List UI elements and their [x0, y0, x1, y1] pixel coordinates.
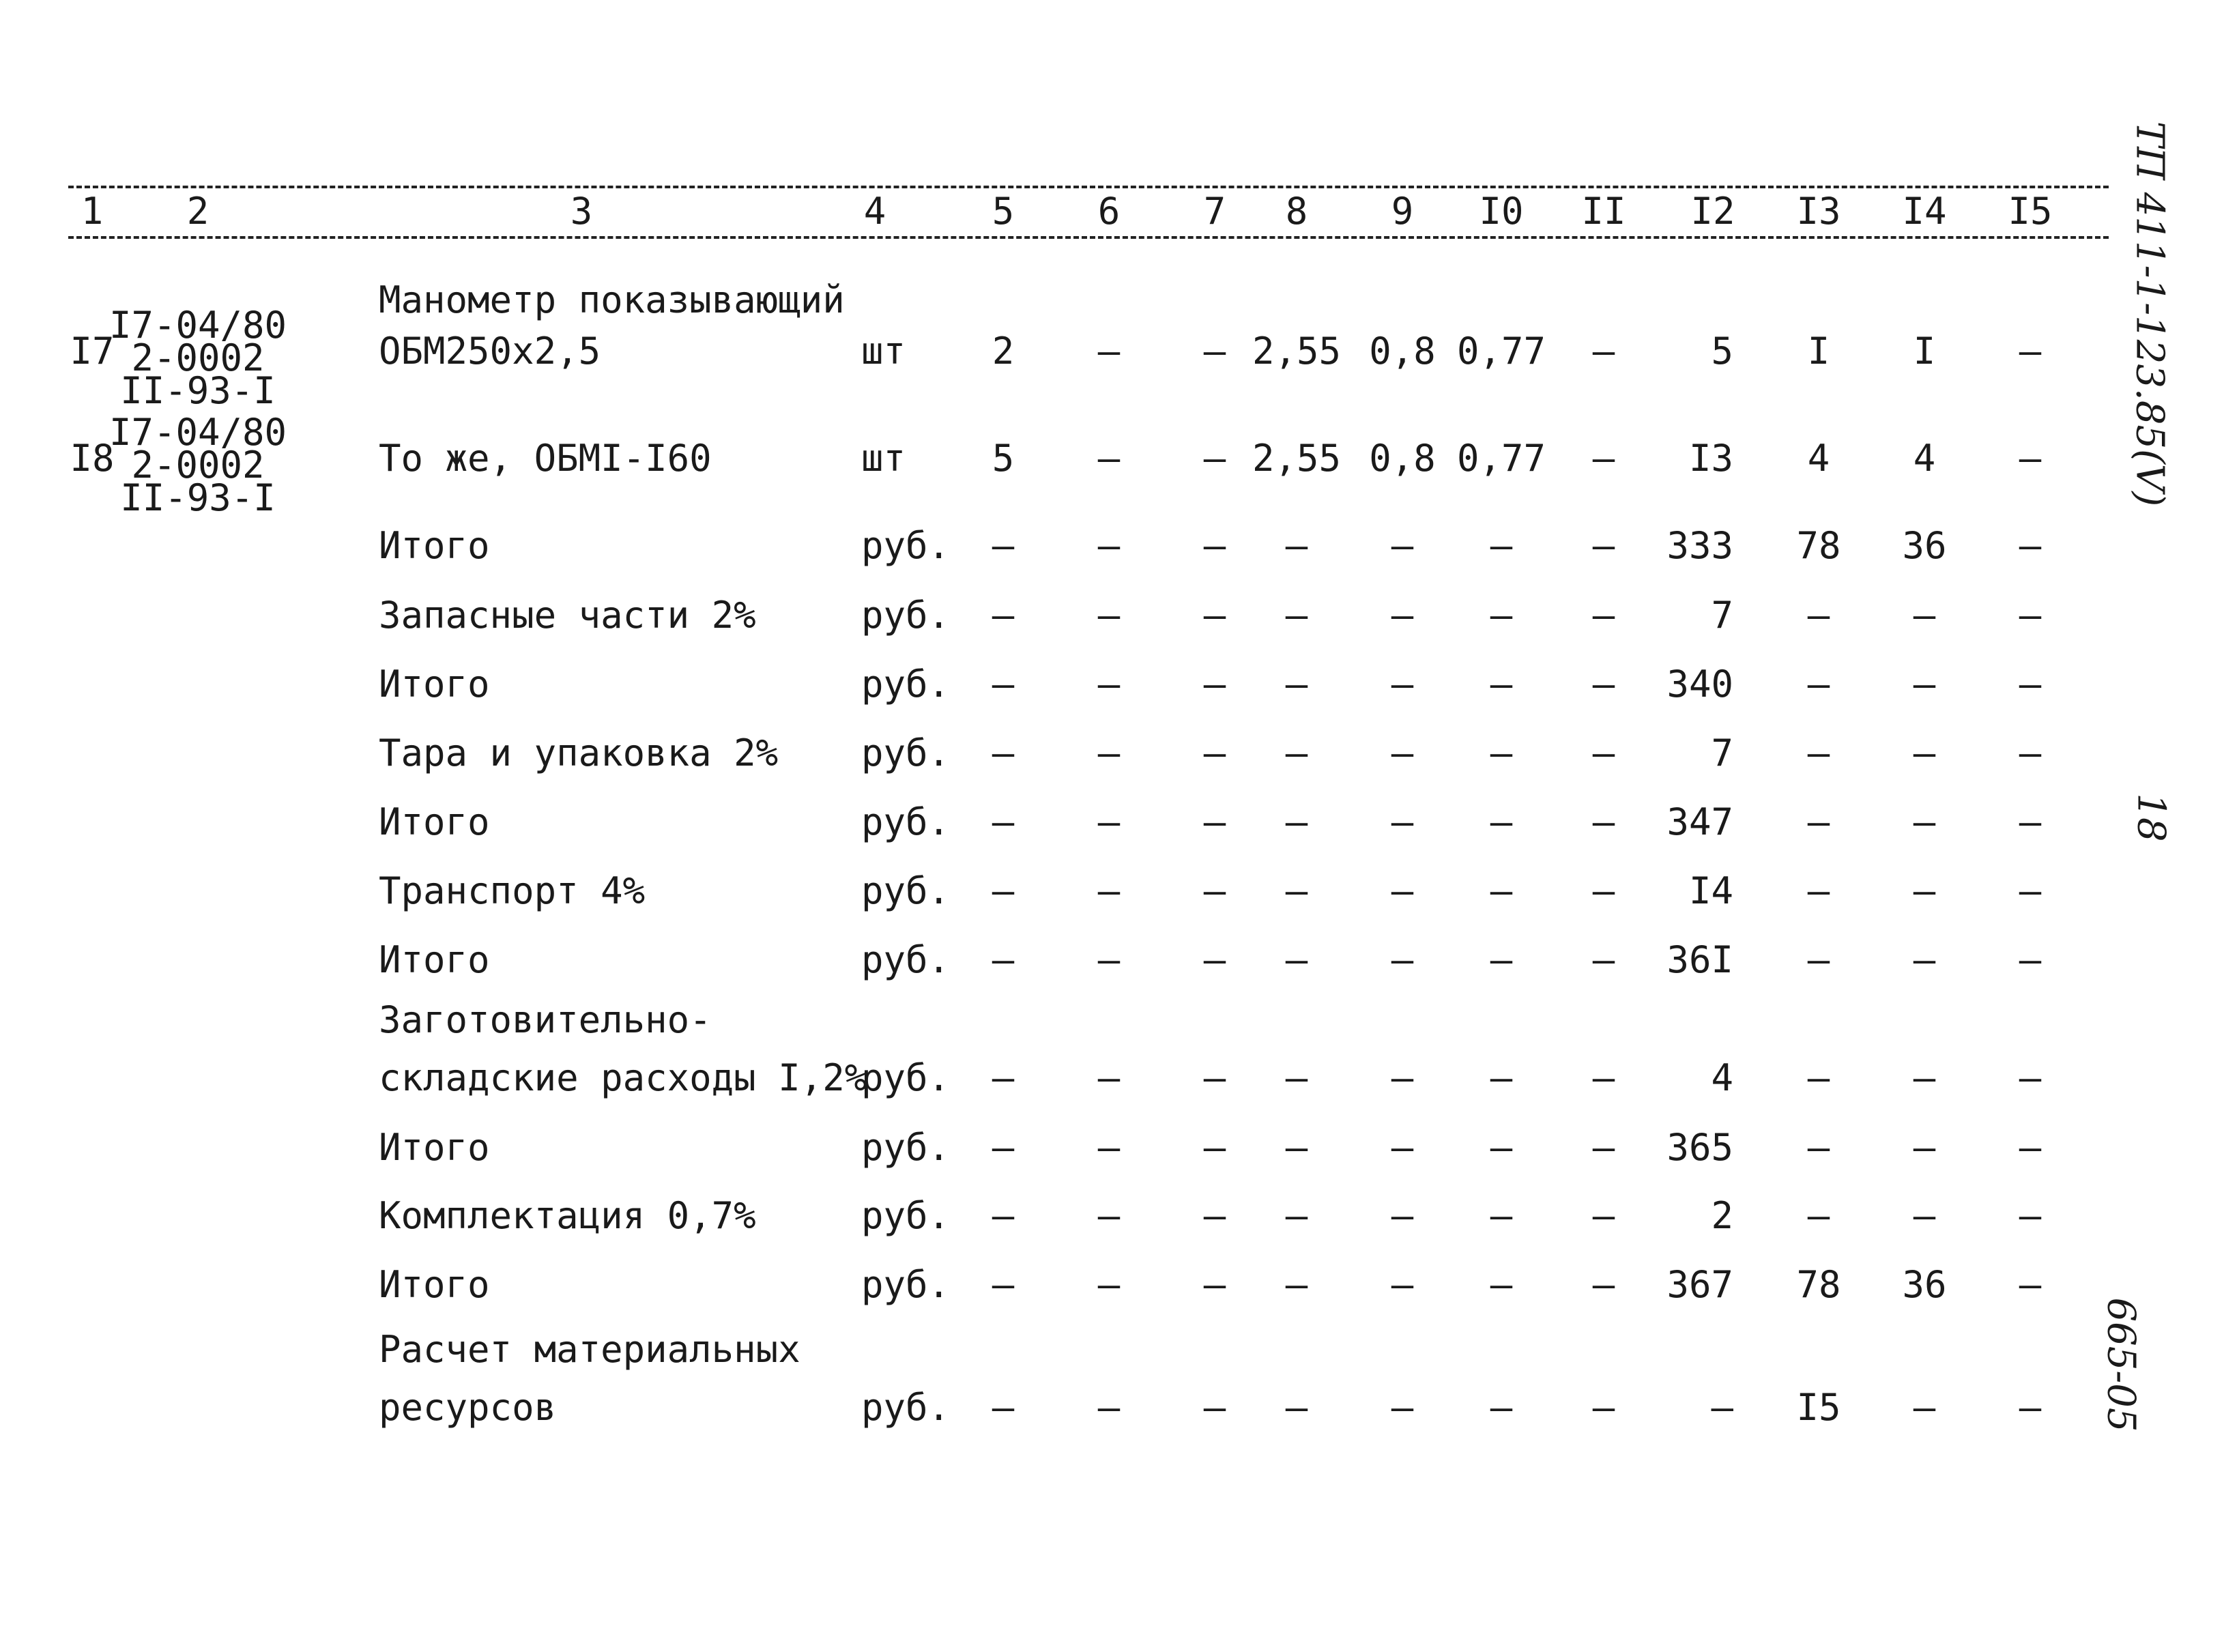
- row-4-col-8: –: [1285, 594, 1308, 637]
- row-13-name: Итого: [379, 1263, 490, 1306]
- row-13-col-14: 36: [1902, 1263, 1947, 1306]
- row-8-col-9: –: [1391, 869, 1414, 912]
- row-14-col-6: –: [1097, 1386, 1121, 1429]
- row-10-col-4: руб.: [861, 1056, 951, 1099]
- header-col-1: 1: [81, 190, 104, 233]
- row-3-col-6: –: [1097, 524, 1121, 567]
- row-8-col-5: –: [992, 869, 1015, 912]
- row-10-col-11: –: [1592, 1056, 1615, 1099]
- header-top-rule: [68, 186, 2109, 188]
- row-8-col-10: –: [1490, 869, 1513, 912]
- row-13-col-5: –: [992, 1263, 1015, 1306]
- row-12-col-11: –: [1592, 1194, 1615, 1237]
- row-11-col-15: –: [2019, 1126, 2042, 1169]
- row-4-col-10: –: [1490, 594, 1513, 637]
- row-9-col-10: –: [1490, 938, 1513, 981]
- row-5-col-4: руб.: [861, 663, 951, 706]
- row-14-col-12: –: [1711, 1386, 1733, 1429]
- row-3-col-15: –: [2019, 524, 2042, 567]
- sheet-code: 665-05: [2098, 1297, 2143, 1432]
- row-4-col-12: 7: [1711, 594, 1733, 637]
- row-7-col-7: –: [1203, 800, 1226, 843]
- row-1-col-5: 2: [992, 330, 1015, 373]
- row-6-col-7: –: [1203, 731, 1226, 774]
- row-6-col-8: –: [1285, 731, 1308, 774]
- row-8-col-11: –: [1592, 869, 1615, 912]
- row-12-col-5: –: [992, 1194, 1015, 1237]
- row-7-col-15: –: [2019, 800, 2042, 843]
- row-9-col-11: –: [1592, 938, 1615, 981]
- row-12-col-12: 2: [1711, 1194, 1733, 1237]
- row-6-col-10: –: [1490, 731, 1513, 774]
- row-13-col-12: 367: [1666, 1263, 1733, 1306]
- row-6-col-11: –: [1592, 731, 1615, 774]
- row-3-col-11: –: [1592, 524, 1615, 567]
- row-13-col-13: 78: [1796, 1263, 1841, 1306]
- row-2-col-8: 2,55: [1252, 437, 1342, 480]
- row-11-col-12: 365: [1666, 1126, 1733, 1169]
- row-5-col-7: –: [1203, 663, 1226, 706]
- row-12-col-13: –: [1807, 1194, 1830, 1237]
- row-11-col-14: –: [1913, 1126, 1936, 1169]
- row-2-col-1: I8: [70, 437, 115, 480]
- header-bottom-rule: [68, 236, 2109, 239]
- row-10-col-5: –: [992, 1056, 1015, 1099]
- row-2-col-14: 4: [1913, 437, 1936, 480]
- row-3-col-13: 78: [1796, 524, 1841, 567]
- header-col-6: 6: [1097, 190, 1121, 233]
- row-3-col-8: –: [1285, 524, 1308, 567]
- row-7-name: Итого: [379, 800, 490, 843]
- row-7-col-11: –: [1592, 800, 1615, 843]
- row-3-name: Итого: [379, 524, 490, 567]
- row-9-col-14: –: [1913, 938, 1936, 981]
- row-7-col-13: –: [1807, 800, 1830, 843]
- row-7-col-5: –: [992, 800, 1015, 843]
- row-3-col-14: 36: [1902, 524, 1947, 567]
- row-12-col-6: –: [1097, 1194, 1121, 1237]
- row-11-col-4: руб.: [861, 1126, 951, 1169]
- row-7-col-4: руб.: [861, 800, 951, 843]
- row-6-name: Тара и упаковка 2%: [379, 731, 779, 774]
- row-1-col-13: I: [1807, 330, 1830, 373]
- row-14-col-5: –: [992, 1386, 1015, 1429]
- row-1-col-14: I: [1913, 330, 1936, 373]
- row-11-col-6: –: [1097, 1126, 1121, 1169]
- row-4-col-6: –: [1097, 594, 1121, 637]
- row-1-name-cont: ОБМ250х2,5: [379, 330, 601, 373]
- row-1-col-11: –: [1592, 330, 1615, 373]
- row-13-col-10: –: [1490, 1263, 1513, 1306]
- row-10-col-10: –: [1490, 1056, 1513, 1099]
- row-8-col-14: –: [1913, 869, 1936, 912]
- row-13-col-7: –: [1203, 1263, 1226, 1306]
- row-5-col-15: –: [2019, 663, 2042, 706]
- row-12-col-7: –: [1203, 1194, 1226, 1237]
- row-3-col-5: –: [992, 524, 1015, 567]
- row-11-col-8: –: [1285, 1126, 1308, 1169]
- row-9-col-9: –: [1391, 938, 1414, 981]
- row-9-col-8: –: [1285, 938, 1308, 981]
- row-7-col-9: –: [1391, 800, 1414, 843]
- header-col-8: 8: [1285, 190, 1308, 233]
- row-14-col-13: I5: [1796, 1386, 1841, 1429]
- row-1-col-6: –: [1097, 330, 1121, 373]
- header-col-5: 5: [992, 190, 1015, 233]
- header-col-12: I2: [1690, 190, 1735, 233]
- row-1-code: I7-04/80 2-0002 II-93-I: [109, 304, 287, 412]
- row-7-col-14: –: [1913, 800, 1936, 843]
- header-col-7: 7: [1203, 190, 1226, 233]
- row-6-col-15: –: [2019, 731, 2042, 774]
- row-2-col-11: –: [1592, 437, 1615, 480]
- row-8-col-7: –: [1203, 869, 1226, 912]
- row-13-col-8: –: [1285, 1263, 1308, 1306]
- row-1-col-12: 5: [1711, 330, 1733, 373]
- page-number: 18: [2128, 793, 2174, 842]
- row-14-name-cont: ресурсов: [379, 1386, 557, 1429]
- header-col-2: 2: [186, 190, 210, 233]
- row-13-col-6: –: [1097, 1263, 1121, 1306]
- row-1-col-15: –: [2019, 330, 2042, 373]
- row-7-col-12: 347: [1666, 800, 1733, 843]
- row-1-name: Манометр показывающий: [379, 278, 845, 321]
- row-9-col-5: –: [992, 938, 1015, 981]
- row-6-col-14: –: [1913, 731, 1936, 774]
- row-9-col-4: руб.: [861, 938, 951, 981]
- row-8-name: Транспорт 4%: [379, 869, 646, 912]
- row-6-col-4: руб.: [861, 731, 951, 774]
- header-col-15: I5: [2008, 190, 2053, 233]
- row-8-col-12: I4: [1688, 869, 1733, 912]
- row-10-col-14: –: [1913, 1056, 1936, 1099]
- row-7-col-6: –: [1097, 800, 1121, 843]
- row-4-col-9: –: [1391, 594, 1414, 637]
- row-1-col-8: 2,55: [1252, 330, 1342, 373]
- row-9-col-12: 36I: [1666, 938, 1733, 981]
- header-col-4: 4: [863, 190, 886, 233]
- row-12-col-9: –: [1391, 1194, 1414, 1237]
- row-1-col-9: 0,8: [1369, 330, 1436, 373]
- row-12-col-8: –: [1285, 1194, 1308, 1237]
- row-14-name: Расчет материальных: [379, 1328, 800, 1371]
- row-2-col-15: –: [2019, 437, 2042, 480]
- row-14-col-8: –: [1285, 1386, 1308, 1429]
- row-11-col-9: –: [1391, 1126, 1414, 1169]
- row-13-col-4: руб.: [861, 1263, 951, 1306]
- row-7-col-10: –: [1490, 800, 1513, 843]
- row-13-col-11: –: [1592, 1263, 1615, 1306]
- row-5-col-13: –: [1807, 663, 1830, 706]
- row-3-col-4: руб.: [861, 524, 951, 567]
- row-3-col-10: –: [1490, 524, 1513, 567]
- row-3-col-9: –: [1391, 524, 1414, 567]
- header-col-10: I0: [1479, 190, 1524, 233]
- row-8-col-4: руб.: [861, 869, 951, 912]
- row-6-col-9: –: [1391, 731, 1414, 774]
- row-9-name: Итого: [379, 938, 490, 981]
- row-10-col-6: –: [1097, 1056, 1121, 1099]
- row-4-col-5: –: [992, 594, 1015, 637]
- row-2-name: То же, ОБМI-I60: [379, 437, 712, 480]
- row-5-col-12: 340: [1666, 663, 1733, 706]
- row-1-col-1: I7: [70, 330, 115, 373]
- header-col-11: II: [1581, 190, 1626, 233]
- row-9-col-6: –: [1097, 938, 1121, 981]
- row-2-col-4: шт: [861, 437, 906, 480]
- row-12-col-4: руб.: [861, 1194, 951, 1237]
- row-10-name: Заготовительно-: [379, 998, 712, 1041]
- row-10-col-7: –: [1203, 1056, 1226, 1099]
- header-col-3: 3: [570, 190, 593, 233]
- row-4-col-11: –: [1592, 594, 1615, 637]
- row-13-col-9: –: [1391, 1263, 1414, 1306]
- row-14-col-9: –: [1391, 1386, 1414, 1429]
- row-11-col-10: –: [1490, 1126, 1513, 1169]
- row-10-col-8: –: [1285, 1056, 1308, 1099]
- row-9-col-13: –: [1807, 938, 1830, 981]
- row-4-name: Запасные части 2%: [379, 594, 756, 637]
- row-5-col-5: –: [992, 663, 1015, 706]
- row-14-col-7: –: [1203, 1386, 1226, 1429]
- row-11-col-13: –: [1807, 1126, 1830, 1169]
- row-11-name: Итого: [379, 1126, 490, 1169]
- row-7-col-8: –: [1285, 800, 1308, 843]
- row-10-col-9: –: [1391, 1056, 1414, 1099]
- row-2-col-7: –: [1203, 437, 1226, 480]
- row-12-name: Комплектация 0,7%: [379, 1194, 756, 1237]
- row-4-col-7: –: [1203, 594, 1226, 637]
- row-10-col-12: 4: [1711, 1056, 1733, 1099]
- row-2-code: I7-04/80 2-0002 II-93-I: [109, 411, 287, 519]
- row-14-col-14: –: [1913, 1386, 1936, 1429]
- row-6-col-13: –: [1807, 731, 1830, 774]
- row-11-col-11: –: [1592, 1126, 1615, 1169]
- row-2-col-13: 4: [1807, 437, 1830, 480]
- row-4-col-14: –: [1913, 594, 1936, 637]
- row-4-col-13: –: [1807, 594, 1830, 637]
- row-8-col-6: –: [1097, 869, 1121, 912]
- row-10-col-13: –: [1807, 1056, 1830, 1099]
- row-14-col-4: руб.: [861, 1386, 951, 1429]
- row-3-col-12: 333: [1666, 524, 1733, 567]
- row-11-col-7: –: [1203, 1126, 1226, 1169]
- row-8-col-13: –: [1807, 869, 1830, 912]
- row-8-col-8: –: [1285, 869, 1308, 912]
- header-col-13: I3: [1796, 190, 1841, 233]
- row-1-col-4: шт: [861, 330, 906, 373]
- row-10-name-cont: складские расходы I,2%: [379, 1056, 867, 1099]
- row-14-col-10: –: [1490, 1386, 1513, 1429]
- row-10-col-15: –: [2019, 1056, 2042, 1099]
- row-5-col-9: –: [1391, 663, 1414, 706]
- row-12-col-15: –: [2019, 1194, 2042, 1237]
- row-14-col-11: –: [1592, 1386, 1615, 1429]
- row-1-col-10: 0,77: [1456, 330, 1546, 373]
- row-6-col-5: –: [992, 731, 1015, 774]
- row-5-col-6: –: [1097, 663, 1121, 706]
- row-2-col-12: I3: [1688, 437, 1733, 480]
- row-12-col-10: –: [1490, 1194, 1513, 1237]
- row-4-col-15: –: [2019, 594, 2042, 637]
- row-9-col-7: –: [1203, 938, 1226, 981]
- row-2-col-6: –: [1097, 437, 1121, 480]
- row-5-col-11: –: [1592, 663, 1615, 706]
- row-6-col-12: 7: [1711, 731, 1733, 774]
- row-2-col-5: 5: [992, 437, 1015, 480]
- header-col-14: I4: [1902, 190, 1947, 233]
- row-14-col-15: –: [2019, 1386, 2042, 1429]
- row-2-col-9: 0,8: [1369, 437, 1436, 480]
- row-8-col-15: –: [2019, 869, 2042, 912]
- row-1-col-7: –: [1203, 330, 1226, 373]
- row-2-col-10: 0,77: [1456, 437, 1546, 480]
- row-5-col-14: –: [1913, 663, 1936, 706]
- row-6-col-6: –: [1097, 731, 1121, 774]
- row-5-col-10: –: [1490, 663, 1513, 706]
- row-3-col-7: –: [1203, 524, 1226, 567]
- row-5-name: Итого: [379, 663, 490, 706]
- row-9-col-15: –: [2019, 938, 2042, 981]
- project-code: ТП 411-1-123.85(V): [2127, 121, 2172, 507]
- row-11-col-5: –: [992, 1126, 1015, 1169]
- row-4-col-4: руб.: [861, 594, 951, 637]
- row-5-col-8: –: [1285, 663, 1308, 706]
- header-col-9: 9: [1391, 190, 1414, 233]
- row-12-col-14: –: [1913, 1194, 1936, 1237]
- row-13-col-15: –: [2019, 1263, 2042, 1306]
